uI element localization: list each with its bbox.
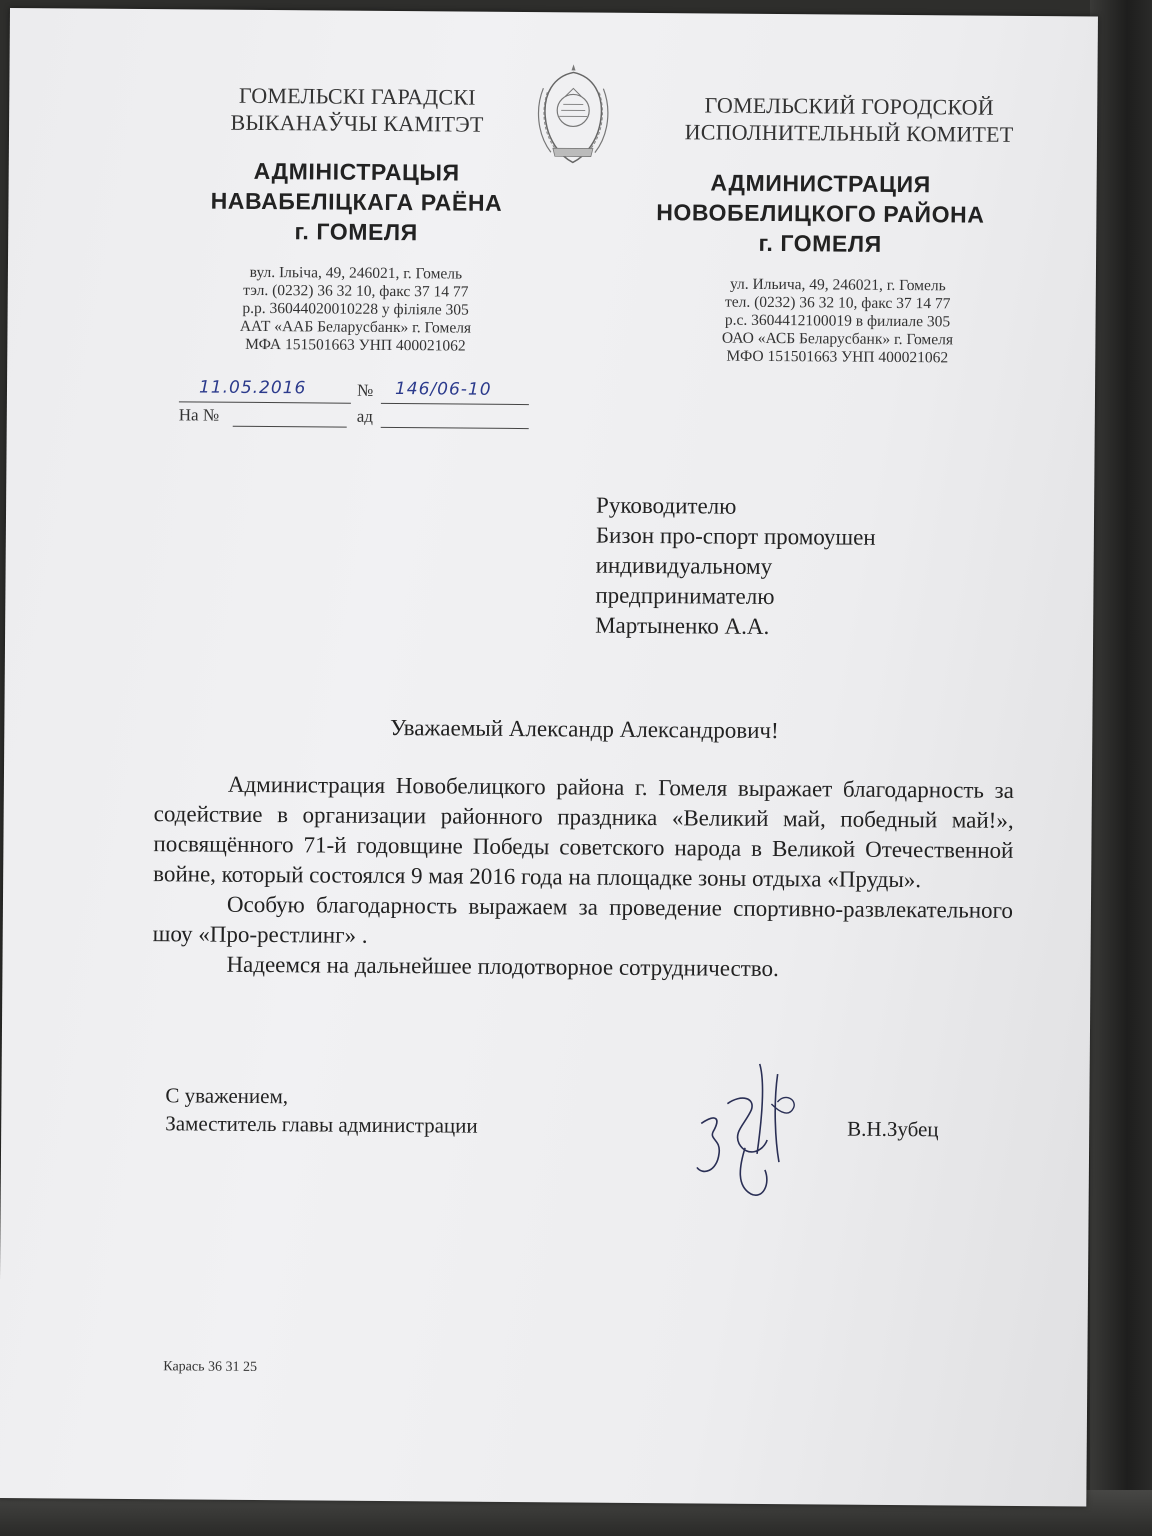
body-paragraph-2: Особую благодарность выражаем за проведение спортивно-развлекательного шоу «Про-рестлинг» . [152,891,1014,948]
header-by-address-line2: тэл. (0232) 36 32 10, факс 37 14 77 [243,281,469,301]
header-by-admin [176,155,537,248]
header-by-admin-line3: г. ГОМЕЛЯ [294,218,418,246]
reference-label: На № [178,405,220,425]
background-surface-right [1090,0,1152,1536]
closing-position: Заместитель главы администрации [165,1111,478,1138]
closing-regards: С уважением, [165,1083,289,1109]
header-by-committee-line1: ГОМЕЛЬСКІ ГАРАДСКІ [238,82,476,110]
handwritten-signature [680,1043,821,1224]
recipient-line3: индивидуальному [595,552,773,580]
header-ru-admin-line3: г. ГОМЕЛЯ [758,229,882,257]
reference-from-underline [381,427,529,429]
date-underline [179,401,351,403]
body-paragraph-1: Администрация Новобелицкого района г. Гомеля выражает благодарность за содействие в организации районного праздника «Великий май, победный май!», посвящённого 71-й годовщине Победы советского народа в Великой Отечественной войне, который состоялся 9 мая 2016 года на площадке зоны отдыха «Пруды». [153,771,1014,893]
header-ru-address-line2: тел. (0232) 36 32 10, факс 37 14 77 [724,293,951,313]
header-by-admin-line2: НАВАБЕЛІЦКАГА РАЁНА [210,187,503,216]
reference-underline [233,426,347,428]
recipient-line1: Руководителю [596,492,737,519]
header-by-address-line3: р.р. 36044020010228 у філіяле 305 [242,299,469,319]
header-by-admin-line1: АДМІНІСТРАЦЫЯ [253,157,460,186]
recipient-line2: Бизон про-спорт промоушен [595,522,876,550]
recipient-line5: Мартыненко А.А. [595,612,770,639]
body-paragraph-3: Надеемся на дальнейшее плодотворное сотрудничество. [226,951,779,982]
header-by-address-line5: МФА 151501663 УНП 400021062 [245,335,466,355]
header-ru-admin-line1: АДМИНИСТРАЦИЯ [710,169,931,198]
registration-number: 146/06-10 [394,379,492,400]
header-ru-address-line4: ОАО «АСБ Беларусбанк» г. Гомеля [721,329,954,349]
registration-number-label: № [356,380,374,400]
header-ru-committee [679,91,1019,148]
closing-name: В.Н.Зубец [847,1116,939,1142]
header-ru-address-line5: МФО 151501663 УНП 400021062 [726,347,949,367]
letter-sheet [0,8,1098,1506]
header-by-address-line1: вул. Ільіча, 49, 246021, г. Гомель [249,263,463,283]
recipient-block [595,491,1016,644]
header-by-address-line4: ААТ «ААБ Беларусбанк» г. Гомеля [239,317,472,337]
header-by-committee-line2: ВЫКАНАЎЧЫ КАМІТЭТ [230,109,484,137]
header-ru-address-line3: р.с. 3604412100019 в филиале 305 [724,311,951,331]
header-by-address [205,264,506,356]
letter-body [152,769,1014,986]
header-ru-committee-line2: ИСПОЛНИТЕЛЬНЫЙ КОМИТЕТ [684,119,1014,147]
number-underline [381,403,529,405]
header-ru-admin-line2: НОВОБЕЛИЦКОГО РАЙОНА [656,199,985,228]
state-emblem-icon [525,58,622,171]
reference-from-label: ад [356,406,374,426]
salutation: Уважаемый Александр Александрович! [389,715,779,744]
header-by-committee [227,82,487,138]
header-ru-address-line1: ул. Ильича, 49, 246021, г. Гомель [729,275,946,295]
registration-date: 11.05.2016 [198,377,307,399]
header-ru-address [687,275,988,367]
header-ru-admin [620,167,1021,260]
header-ru-committee-line1: ГОМЕЛЬСКИЙ ГОРОДСКОЙ [704,92,995,120]
executor-footer: Карась 36 31 25 [163,1359,258,1375]
recipient-line4: предпринимателю [595,582,775,610]
